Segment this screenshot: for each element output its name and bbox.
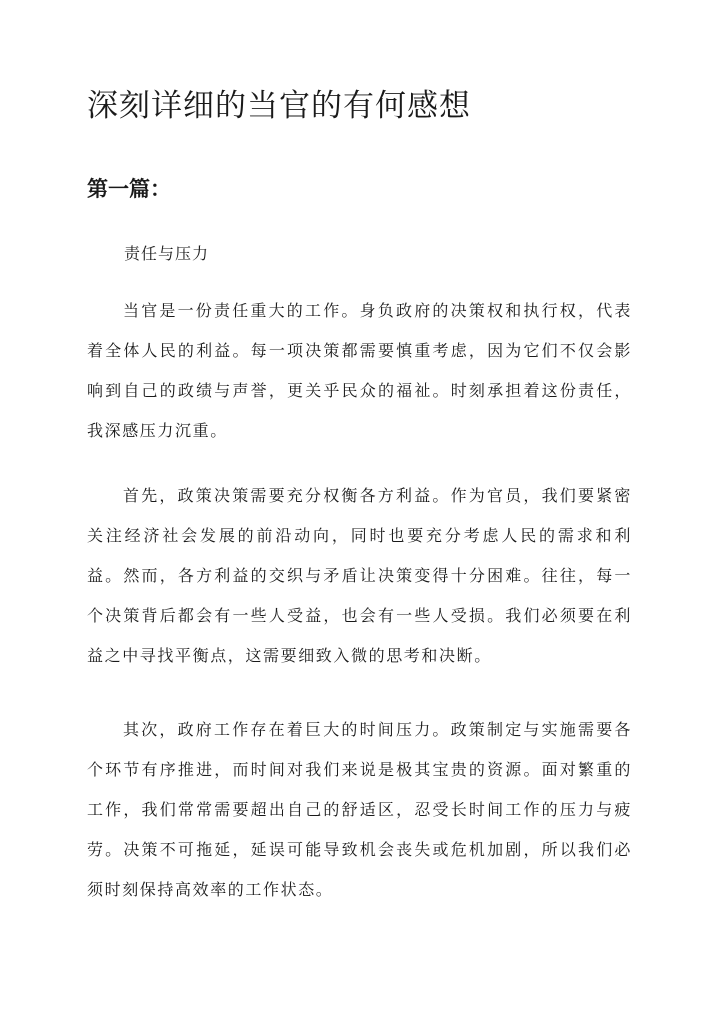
document-title: 深刻详细的当官的有何感想 [87, 88, 471, 124]
paragraph: 当官是一份责任重大的工作。身负政府的决策权和执行权，代表着全体人民的利益。每一项决策都需要慎重考虑，因为它们不仅会影响到自己的政绩与声誉，更关乎民众的福祉。时刻承担着这份责任，我深感压力沉重。 [87, 301, 632, 440]
paragraph: 首先，政策决策需要充分权衡各方利益。作为官员，我们要紧密关注经济社会发展的前沿动向，同时也要充分考虑人民的需求和利益。然而，各方利益的交织与矛盾让决策变得十分困难。往往，每一个决策背后都会有一些人受益，也会有一些人受损。我们必须要在利益之中寻找平衡点，这需要细致入微的思考和决断。 [87, 486, 632, 665]
subheading: 责任与压力 [124, 244, 210, 263]
section-heading: 第一篇： [87, 176, 171, 201]
paragraph: 其次，政府工作存在着巨大的时间压力。政策制定与实施需要各个环节有序推进，而时间对我们来说是极其宝贵的资源。面对繁重的工作，我们常常需要超出自己的舒适区，忍受长时间工作的压力与疲劳。决策不可拖延，延误可能导致机会丧失或危机加剧，所以我们必须时刻保持高效率的工作状态。 [87, 720, 632, 899]
